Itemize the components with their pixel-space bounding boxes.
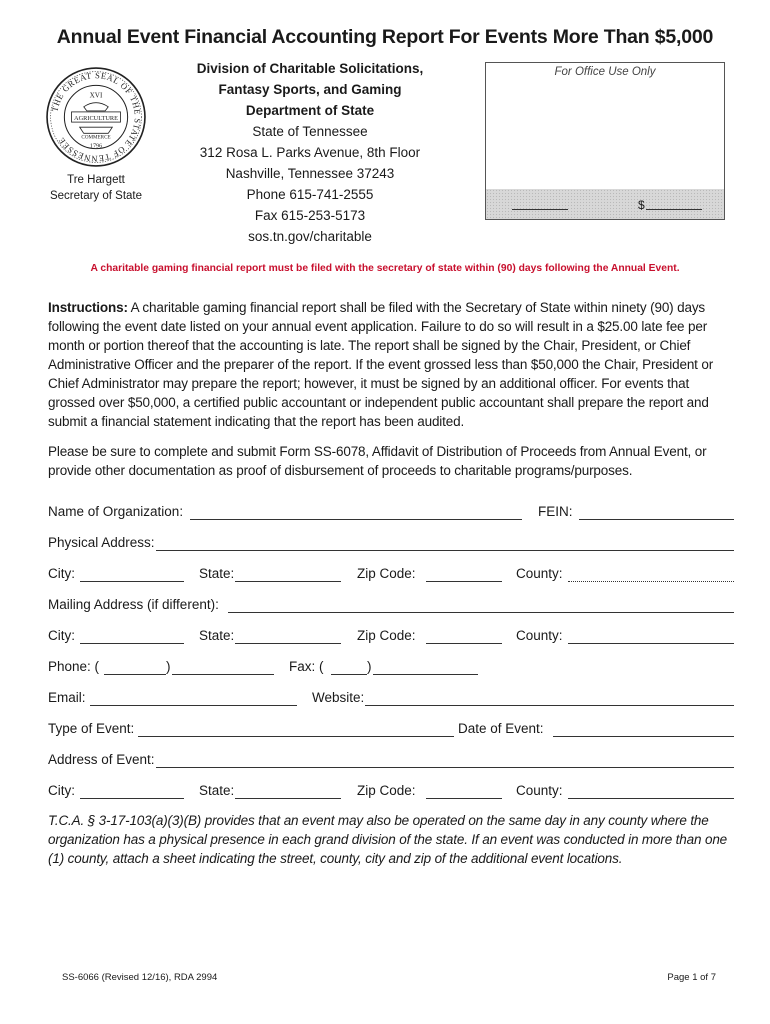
fein-label: FEIN:	[538, 504, 573, 519]
row-mailing-city	[48, 628, 734, 650]
mailing-city-input[interactable]	[80, 628, 184, 644]
zip-label: Zip Code:	[357, 566, 416, 581]
phone-area-code-input[interactable]	[104, 659, 166, 675]
county-label: County:	[516, 628, 563, 643]
tca-note: T.C.A. § 3-17-103(a)(3)(B) provides that an event may also be operated on the same day in any county where the organization has a physical presence in each grand division of the state. If an event was conducted in more than one (1) county, attach a sheet indicating the street, county, city and zip of the additional event locations.	[48, 813, 728, 866]
mailing-address-label: Mailing Address (if different):	[48, 597, 219, 612]
zip-label: Zip Code:	[357, 783, 416, 798]
email-input[interactable]	[90, 690, 297, 706]
seal-commerce: COMMERCE	[81, 134, 111, 141]
agency-fax: Fax 615-253-5173	[254, 208, 366, 223]
fein-input[interactable]	[579, 504, 734, 520]
org-name-input[interactable]	[190, 504, 522, 520]
fax-label: Fax: (	[289, 659, 324, 674]
mailing-state-input[interactable]	[235, 628, 341, 644]
physical-address-input[interactable]	[156, 535, 734, 551]
office-use-blank-1	[512, 209, 568, 210]
physical-county-input[interactable]	[568, 566, 734, 582]
agency-division: Division of Charitable Solicitations,	[196, 61, 424, 76]
fax-number-input[interactable]	[373, 659, 478, 675]
row-event-type	[48, 721, 734, 743]
row-event-city	[48, 783, 734, 805]
agency-street: 312 Rosa L. Parks Avenue, 8th Floor	[199, 145, 421, 160]
secretary-block	[30, 172, 162, 204]
physical-state-input[interactable]	[235, 566, 341, 582]
secretary-title: Secretary of State	[49, 190, 143, 202]
row-organization	[48, 504, 734, 526]
city-label: City:	[48, 566, 75, 581]
city-label: City:	[48, 783, 75, 798]
secretary-name: Tre Hargett	[67, 174, 125, 186]
seal-ring-text: THE GREAT SEAL OF THE STATE OF TENNESSEE	[49, 70, 143, 164]
agency-address-block	[160, 58, 460, 247]
event-county-input[interactable]	[568, 783, 734, 799]
county-label: County:	[516, 783, 563, 798]
row-event-address	[48, 752, 734, 774]
filing-notice: A charitable gaming financial report must be filed with the secretary of state within (90) days following the Annual Event.	[90, 263, 680, 274]
mailing-county-input[interactable]	[568, 628, 734, 644]
agency-phone: Phone 615-741-2555	[246, 187, 374, 202]
physical-zip-input[interactable]	[426, 566, 502, 582]
agency-state: State of Tennessee	[252, 124, 368, 139]
seal-year: 1796	[89, 143, 103, 150]
event-city-input[interactable]	[80, 783, 184, 799]
agency-city: Nashville, Tennessee 37243	[225, 166, 395, 181]
event-address-input[interactable]	[156, 752, 734, 768]
office-use-blank-2	[646, 209, 702, 210]
city-label: City:	[48, 628, 75, 643]
zip-label: Zip Code:	[357, 628, 416, 643]
tennessee-seal-icon	[45, 66, 147, 168]
physical-city-input[interactable]	[80, 566, 184, 582]
seal-agriculture: AGRICULTURE	[74, 114, 118, 122]
website-input[interactable]	[365, 690, 734, 706]
state-label: State:	[199, 783, 235, 798]
state-label: State:	[199, 566, 235, 581]
form-number: SS-6066 (Revised 12/16), RDA 2994	[62, 972, 218, 983]
office-use-label: For Office Use Only	[554, 66, 656, 78]
fax-paren-close: )	[367, 659, 372, 674]
office-use-dollar: $	[638, 198, 645, 212]
row-email-website	[48, 690, 734, 712]
county-label: County:	[516, 566, 563, 581]
event-type-label: Type of Event:	[48, 721, 135, 736]
event-zip-input[interactable]	[426, 783, 502, 799]
instructions-paragraph	[48, 298, 738, 431]
phone-label: Phone: (	[48, 659, 100, 674]
instructions-lead: Instructions:	[48, 300, 128, 315]
email-label: Email:	[48, 690, 86, 705]
instructions-body: A charitable gaming financial report shall be filed with the Secretary of State within ninety (90) days following the event date listed on your annual event application. Failure to do so will result in a $25.00 late fee per month or portion thereof that the accounting is late. The report shall be signed by the Chair, President, or Chief Administrative Officer and the preparer of the report. If the event grossed less than $50,000 the Chair, President or Chief Administrator may prepare the report; however, it must be signed by an additional officer. For events that grossed over $50,000, a certified public accountant or independent public accountant shall prepare the report and submit a financial statement indicating that the report has been audited.	[48, 300, 714, 429]
agency-department: Department of State	[245, 103, 375, 118]
event-address-label: Address of Event:	[48, 752, 155, 767]
fax-area-code-input[interactable]	[331, 659, 367, 675]
event-date-label: Date of Event:	[458, 721, 544, 736]
state-label: State:	[199, 628, 235, 643]
seal-roman: XVI	[89, 91, 103, 100]
row-physical-city	[48, 566, 734, 588]
mailing-address-input[interactable]	[228, 597, 734, 613]
office-use-shaded-strip	[486, 189, 724, 219]
row-physical-address	[48, 535, 734, 557]
agency-division-2: Fantasy Sports, and Gaming	[218, 82, 402, 97]
affidavit-paragraph: Please be sure to complete and submit Form SS-6078, Affidavit of Distribution of Proceeds from Annual Event, or provide other documentation as proof of disbursement of proceeds to charitable programs/purposes.	[48, 444, 707, 478]
event-type-input[interactable]	[138, 721, 454, 737]
phone-paren-close: )	[166, 659, 171, 674]
website-label: Website:	[312, 690, 365, 705]
agency-website: sos.tn.gov/charitable	[248, 229, 372, 244]
office-use-box	[485, 62, 725, 220]
event-date-input[interactable]	[553, 721, 734, 737]
row-phone-fax	[48, 659, 734, 681]
row-mailing-address	[48, 597, 734, 619]
page-number: Page 1 of 7	[667, 972, 716, 983]
org-name-label: Name of Organization:	[48, 504, 184, 519]
event-state-input[interactable]	[235, 783, 341, 799]
physical-address-label: Physical Address:	[48, 535, 155, 550]
page-title: Annual Event Financial Accounting Report For Events More Than $5,000	[56, 26, 714, 48]
mailing-zip-input[interactable]	[426, 628, 502, 644]
phone-number-input[interactable]	[172, 659, 274, 675]
